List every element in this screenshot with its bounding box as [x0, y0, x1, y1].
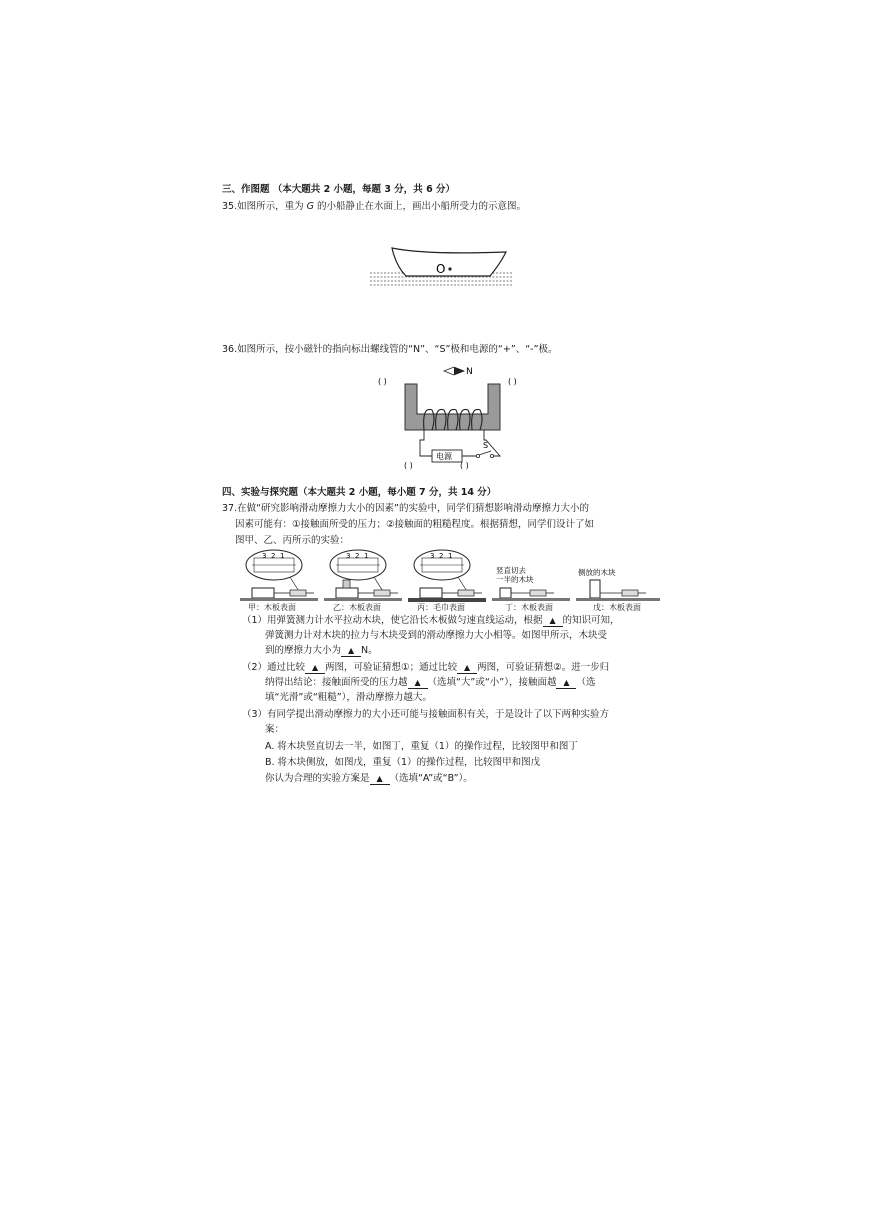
left-pole-blank: ( ) — [378, 377, 387, 386]
question-36: 36.如图所示，按小磁针的指向标出螺线管的“N”、“S”极和电源的“+”、“-”极。 — [222, 344, 558, 355]
answer-blank[interactable]: ▲ — [543, 616, 563, 627]
figure-bing — [408, 550, 486, 602]
boat-center-label: O — [436, 262, 446, 276]
svg-text:1: 1 — [364, 552, 369, 560]
compass-n-label: N — [466, 367, 473, 377]
answer-blank[interactable]: ▲ — [457, 663, 477, 674]
q37-intro-line-2: 因素可能有：①接触面所受的压力；②接触面的粗糙程度。根据猜想，同学们设计了如 — [235, 519, 595, 530]
figure-wu — [576, 567, 660, 601]
answer-blank[interactable]: ▲ — [408, 678, 428, 689]
solenoid-figure — [372, 362, 542, 474]
svg-text:1: 1 — [280, 552, 285, 560]
svg-text:3: 3 — [430, 552, 435, 560]
boat-figure — [366, 240, 516, 292]
boat-center-dot — [448, 267, 451, 270]
caption-ding: 丁：木板表面 — [505, 603, 553, 612]
part-3-option-a: A. 将木块竖直切去一半，如图丁，重复（1）的操作过程，比较图甲和图丁 — [265, 741, 578, 752]
part-2-line-1: （2）通过比较 ▲ 两图，可验证猜想①；通过比较 ▲ 两图，可验证猜想②。进一步归 — [242, 662, 610, 673]
part-1-line-3: 到的摩擦力大小为 ▲ N。 — [265, 645, 378, 656]
svg-text:竖直切去: 竖直切去 — [496, 566, 526, 575]
svg-text:2: 2 — [355, 552, 360, 560]
caption-jia: 甲：木板表面 — [248, 603, 296, 612]
q37-intro-line-3: 图甲、乙、丙所示的实验： — [235, 535, 350, 546]
caption-yi: 乙：木板表面 — [333, 603, 381, 612]
switch-label: S — [483, 441, 489, 450]
svg-text:侧放的木块: 侧放的木块 — [578, 568, 616, 577]
figure-yi — [324, 550, 402, 601]
section-3-heading: 三、作图题 （本大题共 2 小题，每题 3 分，共 6 分） — [222, 184, 455, 195]
part-1-line-2: 弹簧测力计对木块的拉力与木块受到的滑动摩擦力大小相等。如图甲所示，木块受 — [265, 630, 608, 641]
answer-blank[interactable]: ▲ — [556, 678, 576, 689]
right-terminal-blank: ( ) — [460, 461, 469, 470]
svg-text:2: 2 — [439, 552, 444, 560]
figure-jia — [240, 550, 318, 601]
answer-blank[interactable]: ▲ — [305, 663, 325, 674]
q35-number: 35. — [222, 201, 238, 212]
right-pole-blank: ( ) — [508, 377, 517, 386]
part-3-line-2: 案： — [265, 724, 285, 735]
boat-hull — [392, 248, 506, 276]
q37-intro-line-1: 37.在做“研究影响滑动摩擦力大小的因素”的实验中，同学们猜想影响滑动摩擦力大小的 — [222, 503, 589, 514]
part-3-option-b: B. 将木块侧放，如图戊，重复（1）的操作过程，比较图甲和图戊 — [265, 757, 541, 768]
svg-text:3: 3 — [262, 552, 267, 560]
part-3-line-1: （3）有同学提出滑动摩擦力的大小还可能与接触面积有关，于是设计了以下两种实验方 — [242, 709, 610, 720]
q35-g-symbol: G — [306, 201, 315, 212]
part-3-line-5: 你认为合理的实验方案是 ▲ （选填“A”或“B”）。 — [265, 773, 473, 784]
figure-ding — [492, 565, 570, 601]
answer-blank[interactable]: ▲ — [370, 774, 390, 785]
power-source-label: 电源 — [436, 452, 452, 461]
answer-blank[interactable]: ▲ — [341, 646, 361, 657]
caption-wu: 戊：木板表面 — [593, 603, 641, 612]
q35-text-pre: 如图所示，重为 — [237, 201, 307, 212]
svg-text:1: 1 — [448, 552, 453, 560]
switch — [479, 451, 491, 455]
iron-core — [405, 384, 500, 430]
svg-text:2: 2 — [271, 552, 276, 560]
part-1-line-1: （1）用弹簧测力计水平拉动木块，使它沿长木板做匀速直线运动，根据 ▲ 的知识可知， — [242, 615, 620, 626]
section-4-heading: 四、实验与探究题（本大题共 2 小题，每小题 7 分，共 14 分） — [222, 487, 497, 498]
caption-bing: 丙：毛巾表面 — [417, 603, 465, 612]
part-2-line-3: 填“光滑”或“粗糙”），滑动摩擦力越大。 — [265, 692, 432, 703]
svg-text:一半的木块: 一半的木块 — [496, 575, 534, 584]
q35-text-post: 的小船静止在水面上，画出小船所受力的示意图。 — [314, 201, 527, 212]
part-2-line-2: 纳得出结论：接触面所受的压力越 ▲ （选填“大”或“小”），接触面越 ▲ （选 — [265, 677, 596, 688]
svg-text:3: 3 — [346, 552, 351, 560]
left-terminal-blank: ( ) — [404, 461, 413, 470]
question-35 — [222, 201, 526, 213]
